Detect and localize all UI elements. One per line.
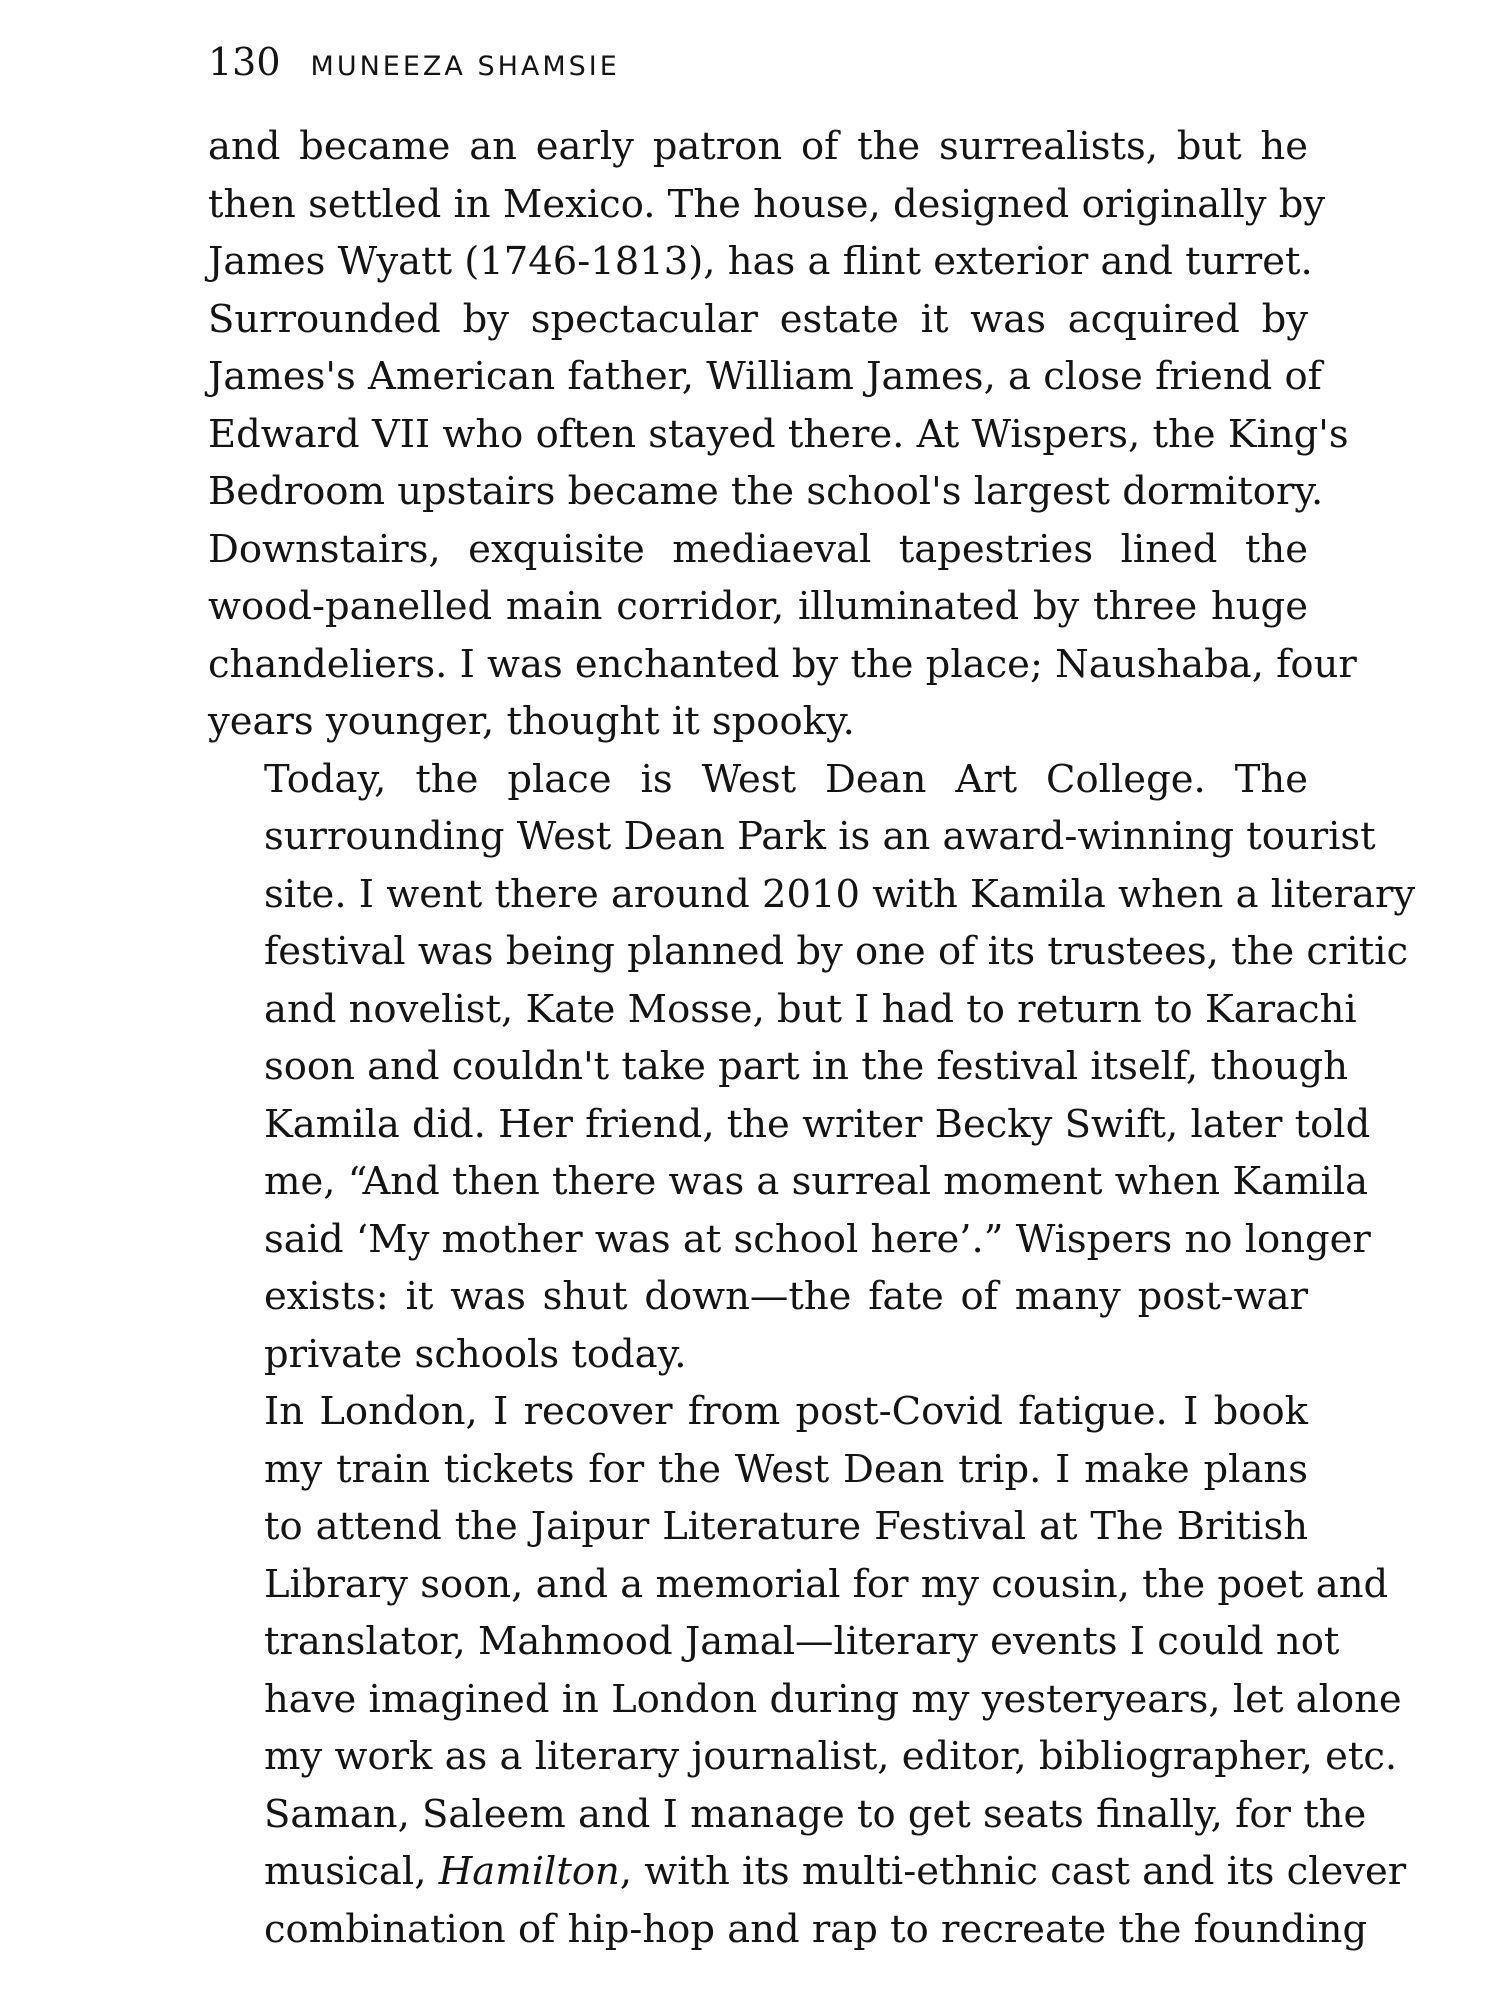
text-line: wood-panelled main corridor, illuminated by three huge [208,584,1308,629]
text-line: surrounding West Dean Park is an award-winning tourist [264,814,1376,859]
text-line: Library soon, and a memorial for my cousin, the poet and [264,1561,1389,1607]
paragraph [208,751,1416,1384]
text-line: site. I went there around 2010 with Kamila when a literary [264,871,1416,917]
book-page [208,40,1416,1970]
text-line: festival was being planned by one of its trustees, the critic [264,929,1409,974]
italic-title-hamilton: Hamilton [438,1849,620,1894]
paragraph [208,118,1357,751]
text-line: and became an early patron of the surrealists, but he [208,124,1308,169]
text-line: to attend the Jaipur Literature Festival at The British [264,1504,1308,1549]
body-text [208,118,1416,1958]
text-line: chandeliers. I was enchanted by the place; Naushaba, four [208,641,1357,687]
text-line: James's American father, William James, a close friend of [208,354,1322,399]
running-title-author: MUNEEZA SHAMSIE [310,51,620,82]
running-header [208,40,1308,100]
text-line: combination of hip-hop and rap to recreate the founding [264,1906,1368,1952]
text-line: Saman, Saleem and I manage to get seats finally, for the [264,1791,1367,1837]
text-line: Kamila did. Her friend, the writer Becky Swift, later told [264,1101,1371,1147]
text-line: exists: it was shut down—the fate of many post-war [264,1274,1308,1319]
text-line: private schools today. [264,1331,687,1377]
paragraph [208,1383,1407,1958]
text-line: then settled in Mexico. The house, designed originally by [208,181,1326,227]
text-line: soon and couldn't take part in the festival itself, though [264,1044,1348,1089]
text-line: my train tickets for the West Dean trip. I make plans [264,1446,1308,1492]
text-line: translator, Mahmood Jamal—literary events I could not [264,1619,1340,1664]
text-line: me, “And then there was a surreal moment when Kamila [264,1159,1369,1204]
text-line: Edward VII who often stayed there. At Wispers, the King's [208,411,1349,457]
text-line: Surrounded by spectacular estate it was acquired by [208,296,1308,342]
page-number: 130 [208,40,281,84]
text-line-with-italic-title [208,1843,1407,1901]
text-line: James Wyatt (1746-1813), has a flint exterior and turret. [208,239,1313,284]
text-line: Bedroom upstairs became the school's largest dormitory. [208,469,1324,514]
text-line: and novelist, Kate Mosse, but I had to return to Karachi [264,986,1357,1032]
text-line: Today, the place is West Dean Art College. The [264,756,1308,802]
text-line: have imagined in London during my yesteryears, let alone [264,1676,1402,1722]
text-fragment: musical, [264,1849,439,1894]
text-line: years younger, thought it spooky. [208,699,855,744]
text-line: In London, I recover from post-Covid fatigue. I book [264,1389,1308,1434]
text-line: said ‘My mother was at school here’.” Wispers no longer [264,1216,1371,1262]
text-line: my work as a literary journalist, editor, bibliographer, etc. [264,1734,1398,1779]
text-line: Downstairs, exquisite mediaeval tapestries lined the [208,526,1308,572]
text-fragment: , with its multi-ethnic cast and its clever [619,1849,1407,1894]
